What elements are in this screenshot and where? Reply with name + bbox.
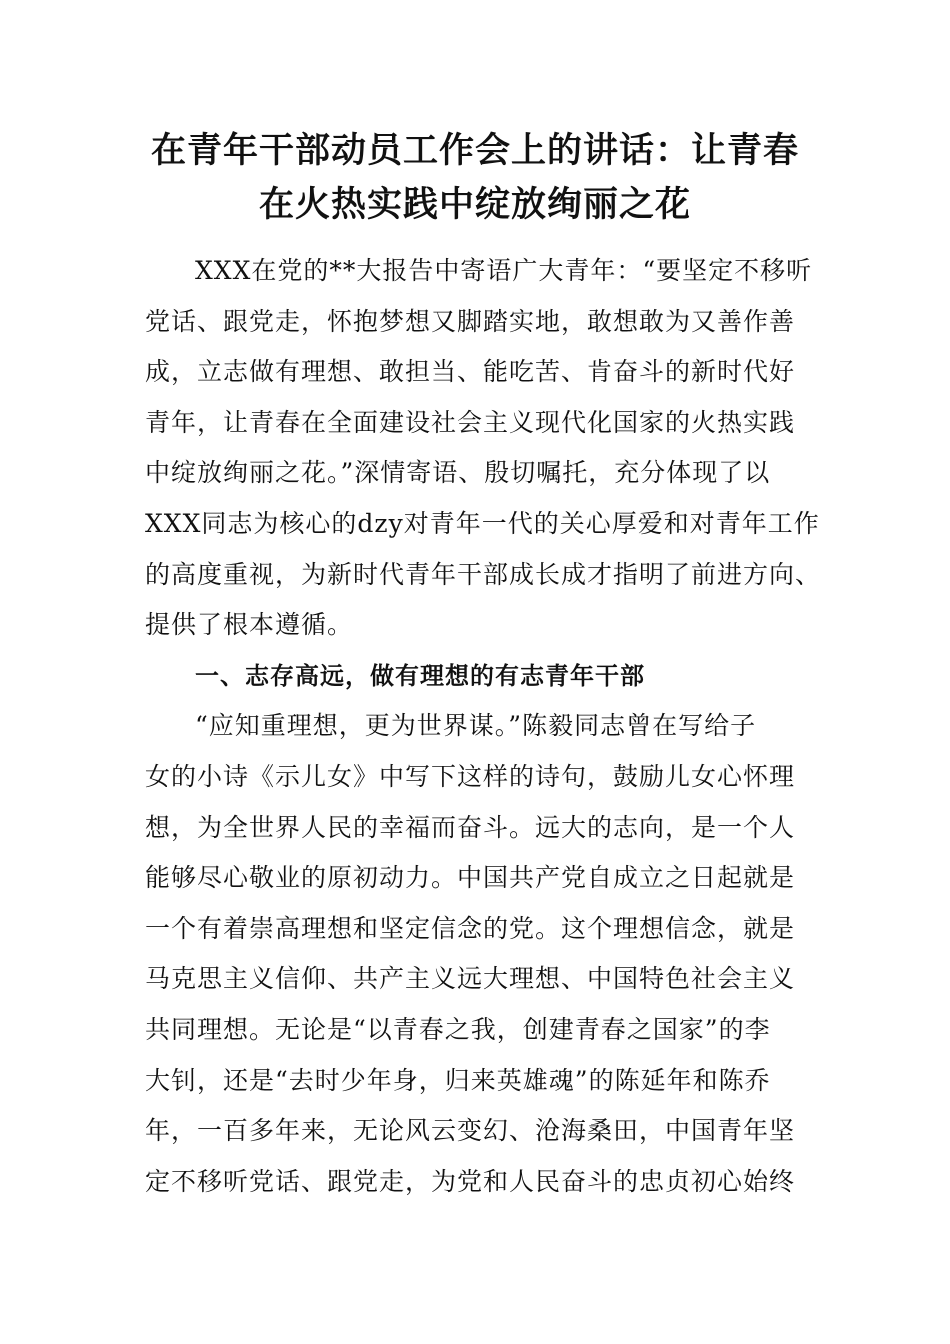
text-line: 女的小诗《示儿女》中写下这样的诗句，鼓励儿女心怀理 [145, 761, 796, 791]
text-line: 能够尽心敬业的原初动力。中国共产党自成立之日起就是 [145, 863, 796, 893]
title-line-2: 在火热实践中绽放绚丽之花 [258, 184, 691, 225]
text-line: 年，一百多年来，无论风云变幻、沧海桑田，中国青年坚 [145, 1116, 796, 1146]
text-line: 定不移听党话、跟党走，为党和人民奋斗的忠贞初心始终 [145, 1166, 796, 1196]
paragraph-intro [145, 246, 822, 651]
text-line: 中绽放绚丽之花。”深情寄语、殷切嘱托，充分体现了以 [145, 458, 771, 488]
text-line: XXX在党的**大报告中寄语广大青年：“要坚定不移听 [195, 256, 813, 285]
text-line: 提供了根本遵循。 [145, 610, 354, 640]
paragraph-section-1 [145, 701, 805, 1207]
text-line: 一个有着崇高理想和坚定信念的党。这个理想信念，就是 [145, 913, 796, 943]
text-line: XXX同志为核心的dzy对青年一代的关心厚爱和对青年工作 [145, 508, 820, 538]
text-line: 的高度重视，为新时代青年干部成长成才指明了前进方向、 [145, 559, 822, 589]
text-line: 共同理想。无论是“以青春之我，创建青春之国家”的李 [145, 1014, 771, 1044]
title-line-1: 在青年干部动员工作会上的讲话：让青春 [150, 130, 799, 171]
text-line: 想，为全世界人民的幸福而奋斗。远大的志向，是一个人 [145, 812, 796, 842]
document-body [145, 246, 822, 1207]
text-line: 成，立志做有理想、敢担当、能吃苦、肯奋斗的新时代好 [145, 357, 796, 387]
text-line: 青年，让青春在全面建设社会主义现代化国家的火热实践 [145, 407, 796, 437]
text-line: “应知重理想，更为世界谋。”陈毅同志曾在写给子 [195, 711, 757, 741]
document-title [120, 124, 830, 232]
text-line: 马克思主义信仰、共产主义远大理想、中国特色社会主义 [145, 964, 796, 994]
text-line: 党话、跟党走，怀抱梦想又脚踏实地，敢想敢为又善作善 [145, 306, 796, 336]
section-heading: 一、志存高远，做有理想的有志青年干部 [195, 661, 645, 690]
text-line: 大钊，还是“去时少年身，归来英雄魂”的陈延年和陈乔 [145, 1065, 771, 1095]
